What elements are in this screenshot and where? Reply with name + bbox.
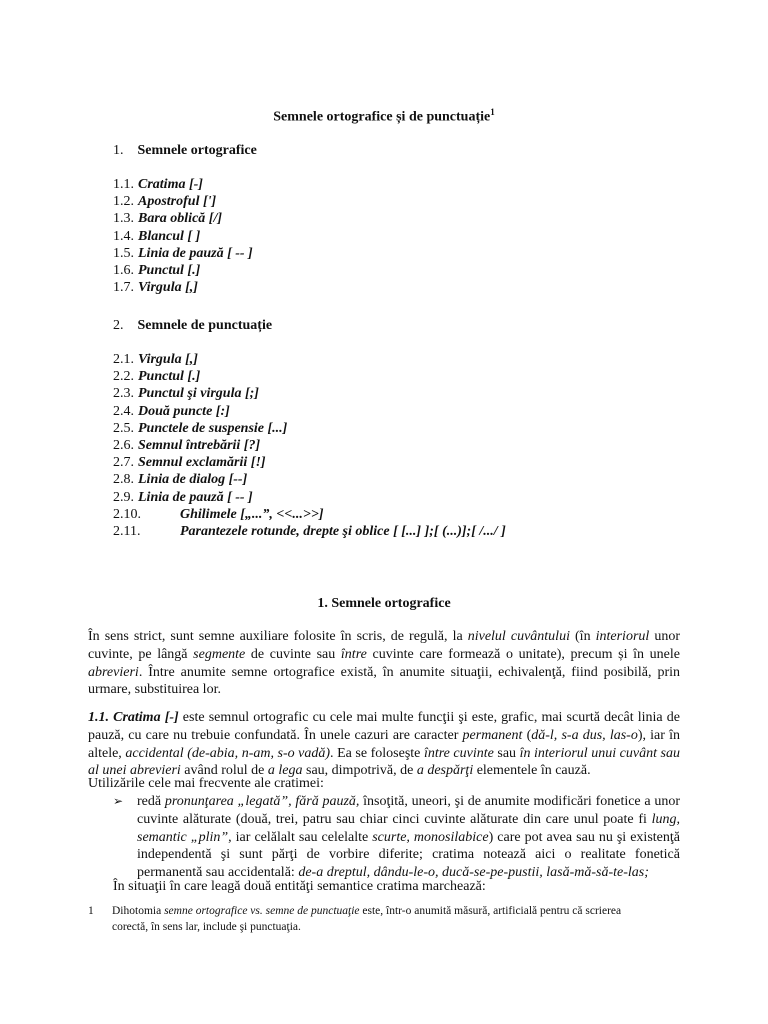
- section-label: Semnele ortografice: [137, 143, 257, 158]
- italic-run: segmente: [193, 646, 246, 662]
- text-run: unor cuvinte, pe lângă: [88, 629, 680, 662]
- cratima-paragraph: [88, 709, 680, 780]
- item-number: 2.9.: [113, 489, 134, 505]
- item-label: Parantezele rotunde, drepte şi oblice [ [...] ];[ (...)];[ /.../ ]: [180, 524, 506, 540]
- item-number: 1.1.: [113, 177, 134, 192]
- italic-run: pronunţarea „legată”, fără pauză,: [164, 794, 360, 809]
- list-item: [113, 262, 253, 279]
- list-item: [113, 437, 506, 454]
- text-run: Dihotomia: [112, 905, 165, 917]
- orthographic-list: [113, 176, 253, 296]
- item-label: Cratima [-]: [138, 177, 203, 192]
- item-label: Semnul exclamării [!]: [138, 455, 266, 471]
- italic-run: dă-l, s-a dus, las-o: [531, 727, 638, 743]
- text-run: ) care pot avea sau nu şi existenţă independentă şi sunt părţi de vorbire diferite; cratima notează aici o realitate fonetică permanentă sau accidentală:: [137, 829, 680, 881]
- item-number: 2.6.: [113, 438, 134, 454]
- closing-line: În situaţii în care leagă două entităţi semantice cratima marchează:: [113, 879, 486, 894]
- italic-run: semne ortografice vs. semne de punctuaţie: [164, 905, 360, 917]
- punctuation-list: [113, 351, 506, 540]
- list-item: [113, 489, 506, 506]
- item-number: 2.1.: [113, 352, 134, 367]
- section-number: 2.: [113, 318, 124, 333]
- arrow-bullet-icon: ➢: [113, 794, 124, 808]
- section-label: Semnele de punctuație: [137, 318, 273, 333]
- text-run: (în: [569, 629, 596, 644]
- text-run: . Ea se foloseşte: [330, 745, 424, 761]
- item-number: 1.3.: [113, 211, 134, 227]
- footnote-ref: 1: [490, 107, 495, 117]
- italic-run: accidental (de-abia, n-am, s-o vadă): [125, 745, 331, 761]
- item-number: 2.4.: [113, 403, 134, 419]
- text-run: sau, dimpotrivă, de: [302, 763, 417, 779]
- italic-run: a despărţi: [416, 763, 474, 779]
- text-run: (: [522, 727, 532, 743]
- italic-run: lung, semantic „plin”: [137, 811, 680, 845]
- item-label: Semnul întrebării [?]: [138, 438, 261, 454]
- item-number: 1.7.: [113, 280, 134, 296]
- item-label: Apostroful [']: [138, 194, 217, 210]
- item-number: 1.4.: [113, 228, 134, 244]
- italic-run: abrevieri: [88, 664, 139, 680]
- text-run: , iar celălalt sau celelalte: [228, 829, 373, 845]
- text-run: având rolul de: [180, 763, 268, 779]
- text-run: . Între anumite semne ortografice există, în anumite situaţii, echivalenţă, fiind posibilă, prin urmare, substituirea lor.: [88, 664, 680, 698]
- item-label: Bara oblică [/]: [138, 211, 222, 227]
- list-item: [113, 506, 506, 523]
- list-item: [113, 193, 253, 210]
- italic-run: nivelul cuvântului: [467, 629, 570, 644]
- list-item: [113, 368, 506, 385]
- italic-run: de-a dreptul, dându-le-o, ducă-se-pe-pustii, lasă-mă-să-te-las;: [298, 865, 649, 881]
- item-number: 2.3.: [113, 386, 134, 402]
- italic-run: scurte, monosilabice: [372, 829, 489, 845]
- item-label: Linia de pauză [ -- ]: [138, 245, 253, 261]
- text-run: cuvinte care formează o unitate), precum și în unele: [366, 646, 680, 662]
- italic-run: în interiorul unui cuvânt sau al unei abrevieri: [88, 745, 680, 779]
- text-run: ), iar în altele,: [88, 727, 680, 761]
- item-label: Punctul [.]: [138, 263, 201, 279]
- section-number: 1.: [113, 143, 124, 158]
- footnote-line: corectă, în sens lar, include şi punctuaţia.: [112, 921, 301, 933]
- list-item: [113, 420, 506, 437]
- footnote-line: [88, 903, 680, 919]
- list-item: [113, 523, 506, 540]
- subsection-label: 1.1. Cratima [-]: [88, 710, 179, 725]
- list-item: [113, 228, 253, 245]
- item-label: Două puncte [:]: [138, 403, 230, 419]
- text-run: este semnul ortografic cu cele mai multe funcţii şi este, grafic, mai scurtă decât linia de pauză, cu care nu trebuie confundată. În unele cazuri are caracter: [88, 710, 680, 743]
- item-number: 1.5.: [113, 245, 134, 261]
- list-item: [113, 471, 506, 488]
- list-item: [113, 403, 506, 420]
- text-run: redă: [137, 794, 165, 809]
- bullet-text: [137, 793, 680, 882]
- item-label: Punctele de suspensie [...]: [138, 420, 288, 436]
- body-section-heading: 1. Semnele ortografice: [317, 596, 451, 611]
- item-number: 2.10.: [113, 506, 141, 522]
- list-item: [113, 385, 506, 402]
- italic-run: între: [340, 646, 367, 662]
- text-run: însoţită, uneori, şi de anumite modificări fonetice a unor cuvinte alăturate (două, trei, patru sau chiar cinci cuvinte alăturate din care unul poate fi: [137, 794, 681, 827]
- list-item: [113, 176, 253, 193]
- bullet-item: [113, 793, 680, 882]
- item-number: 1.2.: [113, 194, 134, 210]
- text-run: sau: [493, 745, 520, 761]
- title-text: Semnele ortografice și de punctuație: [273, 109, 491, 125]
- page-title: [0, 107, 768, 126]
- item-label: Punctul [.]: [138, 369, 201, 385]
- section-heading-orthographic: [113, 143, 257, 159]
- list-item: [113, 351, 506, 368]
- item-label: Virgula [,]: [138, 352, 198, 367]
- item-label: Ghilimele [„...”, <<...>>]: [180, 506, 324, 522]
- list-item: [113, 279, 253, 296]
- italic-run: permanent: [462, 727, 523, 743]
- text-run: elementele în cauză.: [473, 763, 591, 779]
- footnote: [88, 903, 680, 935]
- italic-run: între cuvinte: [423, 745, 494, 761]
- item-number: 2.8.: [113, 472, 134, 488]
- section-heading-punctuation: [113, 318, 272, 334]
- item-number: 2.2.: [113, 369, 134, 385]
- intro-paragraph: [88, 628, 680, 699]
- item-number: 2.7.: [113, 455, 134, 471]
- italic-run: a lega: [267, 763, 303, 779]
- item-number: 2.11.: [113, 524, 141, 540]
- item-number: 2.5.: [113, 420, 134, 436]
- item-number: 1.6.: [113, 263, 134, 279]
- italic-run: interiorul: [595, 629, 650, 644]
- text-run: de cuvinte sau: [245, 646, 341, 662]
- item-label: Linia de dialog [--]: [138, 472, 248, 488]
- list-item: [113, 245, 253, 262]
- item-label: Blancul [ ]: [138, 228, 201, 244]
- item-label: Punctul şi virgula [;]: [138, 386, 259, 402]
- uses-intro: Utilizările cele mai frecvente ale cratimei:: [88, 776, 324, 791]
- item-label: Linia de pauză [ -- ]: [138, 489, 253, 505]
- text-run: În sens strict, sunt semne auxiliare folosite în scris, de regulă, la: [88, 629, 468, 644]
- footnote-number: 1: [88, 905, 94, 917]
- item-label: Virgula [,]: [138, 280, 198, 296]
- list-item: [113, 210, 253, 227]
- text-run: este, într-o anumită măsură, artificială pentru că scrierea: [359, 905, 622, 917]
- list-item: [113, 454, 506, 471]
